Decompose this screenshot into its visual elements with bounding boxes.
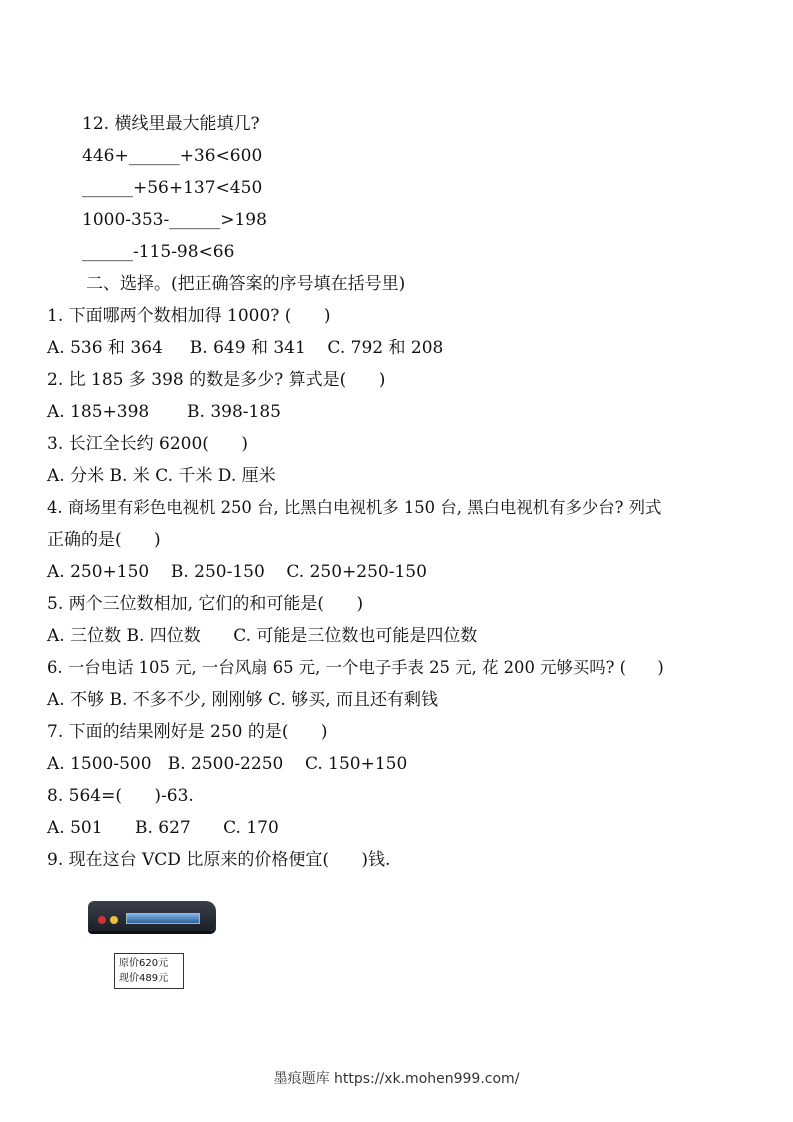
choice-q7: 7. 下面的结果刚好是 250 的是( ) (47, 722, 328, 742)
choice-q5: 5. 两个三位数相加, 它们的和可能是( ) (47, 594, 364, 614)
footer-watermark: 墨痕题库 https://xk.mohen999.com/ (273, 1071, 520, 1087)
question-12-item-2: ______+56+137<450 (82, 178, 263, 198)
choice-q1: 1. 下面哪两个数相加得 1000? ( ) (47, 306, 331, 326)
vcd-player-icon (88, 901, 216, 931)
current-price: 现价489元 (119, 973, 169, 984)
choice-q1-options: A. 536 和 364 B. 649 和 341 C. 792 和 208 (47, 338, 444, 358)
section-heading: 二、选择。(把正确答案的序号填在括号里) (86, 274, 406, 294)
choice-q8: 8. 564=( )-63. (47, 786, 194, 806)
question-12-item-3: 1000-353-______>198 (82, 210, 267, 230)
choice-q3-options: A. 分米 B. 米 C. 千米 D. 厘米 (47, 466, 276, 486)
original-price: 原价620元 (119, 958, 169, 969)
choice-q6: 6. 一台电话 105 元, 一台风扇 65 元, 一个电子手表 25 元, 花 200 元够买吗? ( ) (47, 658, 664, 677)
question-12-title: 12. 横线里最大能填几? (82, 114, 260, 134)
choice-q4-options: A. 250+150 B. 250-150 C. 250+250-150 (47, 562, 427, 582)
choice-q9: 9. 现在这台 VCD 比原来的价格便宜( )钱. (47, 850, 391, 870)
choice-q2-options: A. 185+398 B. 398-185 (47, 402, 281, 422)
choice-q4: 4. 商场里有彩色电视机 250 台, 比黑白电视机多 150 台, 黑白电视机有多少台? 列式 (47, 498, 662, 517)
vcd-illustration (86, 893, 220, 997)
choice-q8-options: A. 501 B. 627 C. 170 (47, 818, 279, 838)
question-12-item-4: ______-115-98<66 (82, 242, 235, 262)
choice-q2: 2. 比 185 多 398 的数是多少? 算式是( ) (47, 370, 386, 390)
choice-q3: 3. 长江全长约 6200( ) (47, 434, 248, 454)
choice-q7-options: A. 1500-500 B. 2500-2250 C. 150+150 (47, 754, 408, 774)
price-label (114, 953, 184, 989)
choice-q5-options: A. 三位数 B. 四位数 C. 可能是三位数也可能是四位数 (47, 626, 478, 646)
question-12-item-1: 446+______+36<600 (82, 146, 263, 166)
choice-q4-cont: 正确的是( ) (47, 530, 161, 550)
choice-q6-options: A. 不够 B. 不多不少, 刚刚够 C. 够买, 而且还有剩钱 (47, 690, 439, 710)
